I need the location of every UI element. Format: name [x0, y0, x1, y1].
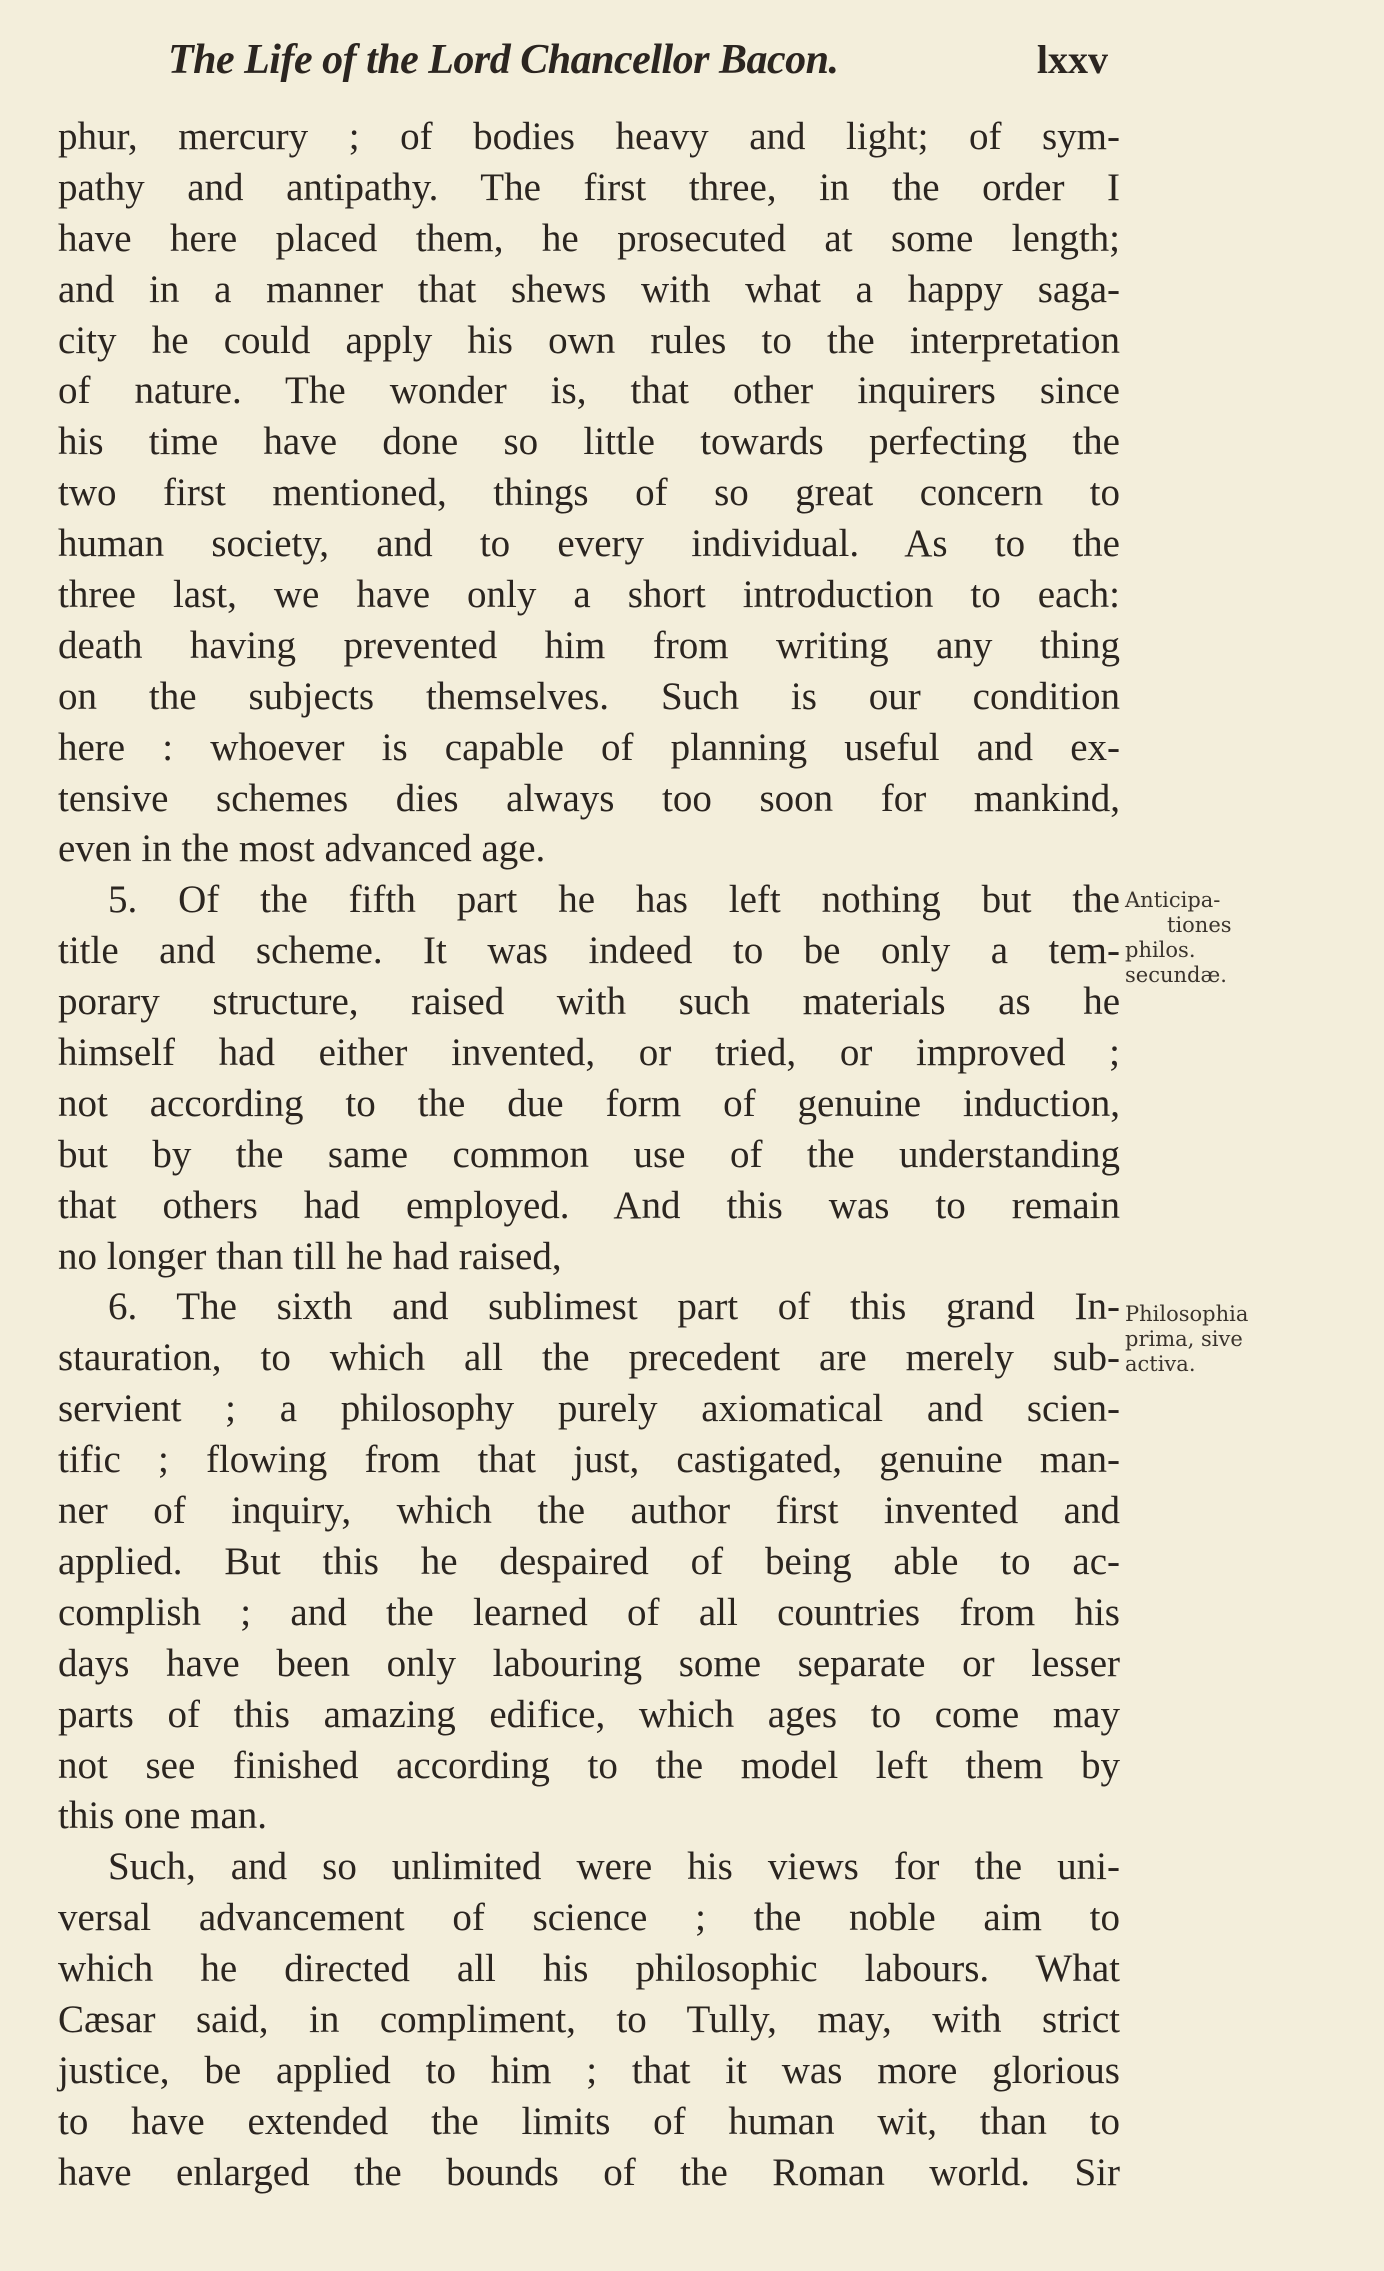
text-line: servient ; a philosophy purely axiomatical and scien-: [58, 1387, 1120, 1431]
text-line: that others had employed. And this was to remain: [58, 1183, 1120, 1227]
margin-note-line: activa.: [1125, 1352, 1196, 1376]
margin-note-line: tiones: [1167, 913, 1232, 937]
running-title: The Life of the Lord Chancellor Bacon.: [168, 37, 839, 83]
text-line: here : whoever is capable of planning useful and ex-: [58, 725, 1120, 769]
margin-note-line: philos.: [1125, 938, 1196, 962]
text-line: have here placed them, he prosecuted at some length;: [58, 216, 1120, 260]
text-line: have enlarged the bounds of the Roman world. Sir: [58, 2150, 1120, 2194]
margin-note-philosophia: [1125, 1302, 1248, 1377]
text-line: three last, we have only a short introduction to each:: [58, 573, 1120, 617]
text-line: parts of this amazing edifice, which ages to come may: [58, 1692, 1120, 1736]
text-line: title and scheme. It was indeed to be only a tem-: [58, 929, 1120, 973]
text-line: of nature. The wonder is, that other inquirers since: [58, 369, 1120, 413]
text-line: to have extended the limits of human wit, than to: [58, 2099, 1120, 2143]
text-line: complish ; and the learned of all countries from his: [58, 1590, 1120, 1634]
text-line: tific ; flowing from that just, castigated, genuine man-: [58, 1438, 1120, 1482]
margin-note-anticipationes: [1125, 888, 1232, 988]
text-line: not see finished according to the model left them by: [58, 1743, 1120, 1787]
text-line: pathy and antipathy. The first three, in the order I: [58, 165, 1120, 209]
text-line: justice, be applied to him ; that it was more glorious: [58, 2048, 1120, 2092]
text-line: which he directed all his philosophic labours. What: [58, 1947, 1120, 1991]
text-line: 6. The sixth and sublimest part of this grand In-: [108, 1285, 1120, 1329]
page-number: lxxv: [1036, 37, 1108, 82]
text-line: human society, and to every individual. As to the: [58, 522, 1120, 566]
text-line: ner of inquiry, which the author first invented and: [58, 1489, 1120, 1533]
text-line: no longer than till he had raised,: [58, 1234, 562, 1278]
text-line: this one man.: [58, 1794, 268, 1838]
text-line: city he could apply his own rules to the interpretation: [58, 318, 1120, 362]
margin-note-line: Philosophia: [1125, 1302, 1249, 1326]
text-line: phur, mercury ; of bodies heavy and light; of sym-: [58, 115, 1120, 158]
margin-note-line: secundæ.: [1125, 963, 1227, 987]
text-line: not according to the due form of genuine induction,: [58, 1081, 1120, 1125]
text-line: and in a manner that shews with what a happy saga-: [58, 267, 1120, 311]
text-line: stauration, to which all the precedent are merely sub-: [58, 1336, 1120, 1380]
running-header: [168, 36, 1108, 86]
text-line: his time have done so little towards perfecting the: [58, 420, 1120, 464]
text-line: 5. Of the fifth part he has left nothing but the: [108, 878, 1120, 922]
text-line: even in the most advanced age.: [58, 827, 546, 871]
text-line: tensive schemes dies always too soon for mankind,: [58, 776, 1120, 820]
text-line: death having prevented him from writing any thing: [58, 623, 1120, 667]
text-line: on the subjects themselves. Such is our condition: [58, 674, 1120, 718]
text-line: applied. But this he despaired of being able to ac-: [58, 1539, 1120, 1583]
text-line: himself had either invented, or tried, or improved ;: [58, 1031, 1120, 1075]
text-line: porary structure, raised with such materials as he: [58, 980, 1120, 1024]
text-line: Cæsar said, in compliment, to Tully, may, with strict: [58, 1997, 1120, 2041]
text-line: versal advancement of science ; the noble aim to: [58, 1896, 1120, 1940]
text-line: days have been only labouring some separate or lesser: [58, 1641, 1120, 1685]
text-line: Such, and so unlimited were his views for the uni-: [108, 1845, 1120, 1889]
text-line: but by the same common use of the understanding: [58, 1132, 1120, 1176]
text-line: two first mentioned, things of so great concern to: [58, 471, 1120, 515]
body-text: [58, 112, 1120, 2199]
margin-note-line: prima, sive: [1125, 1327, 1243, 1351]
margin-note-line: Anticipa-: [1125, 888, 1221, 912]
